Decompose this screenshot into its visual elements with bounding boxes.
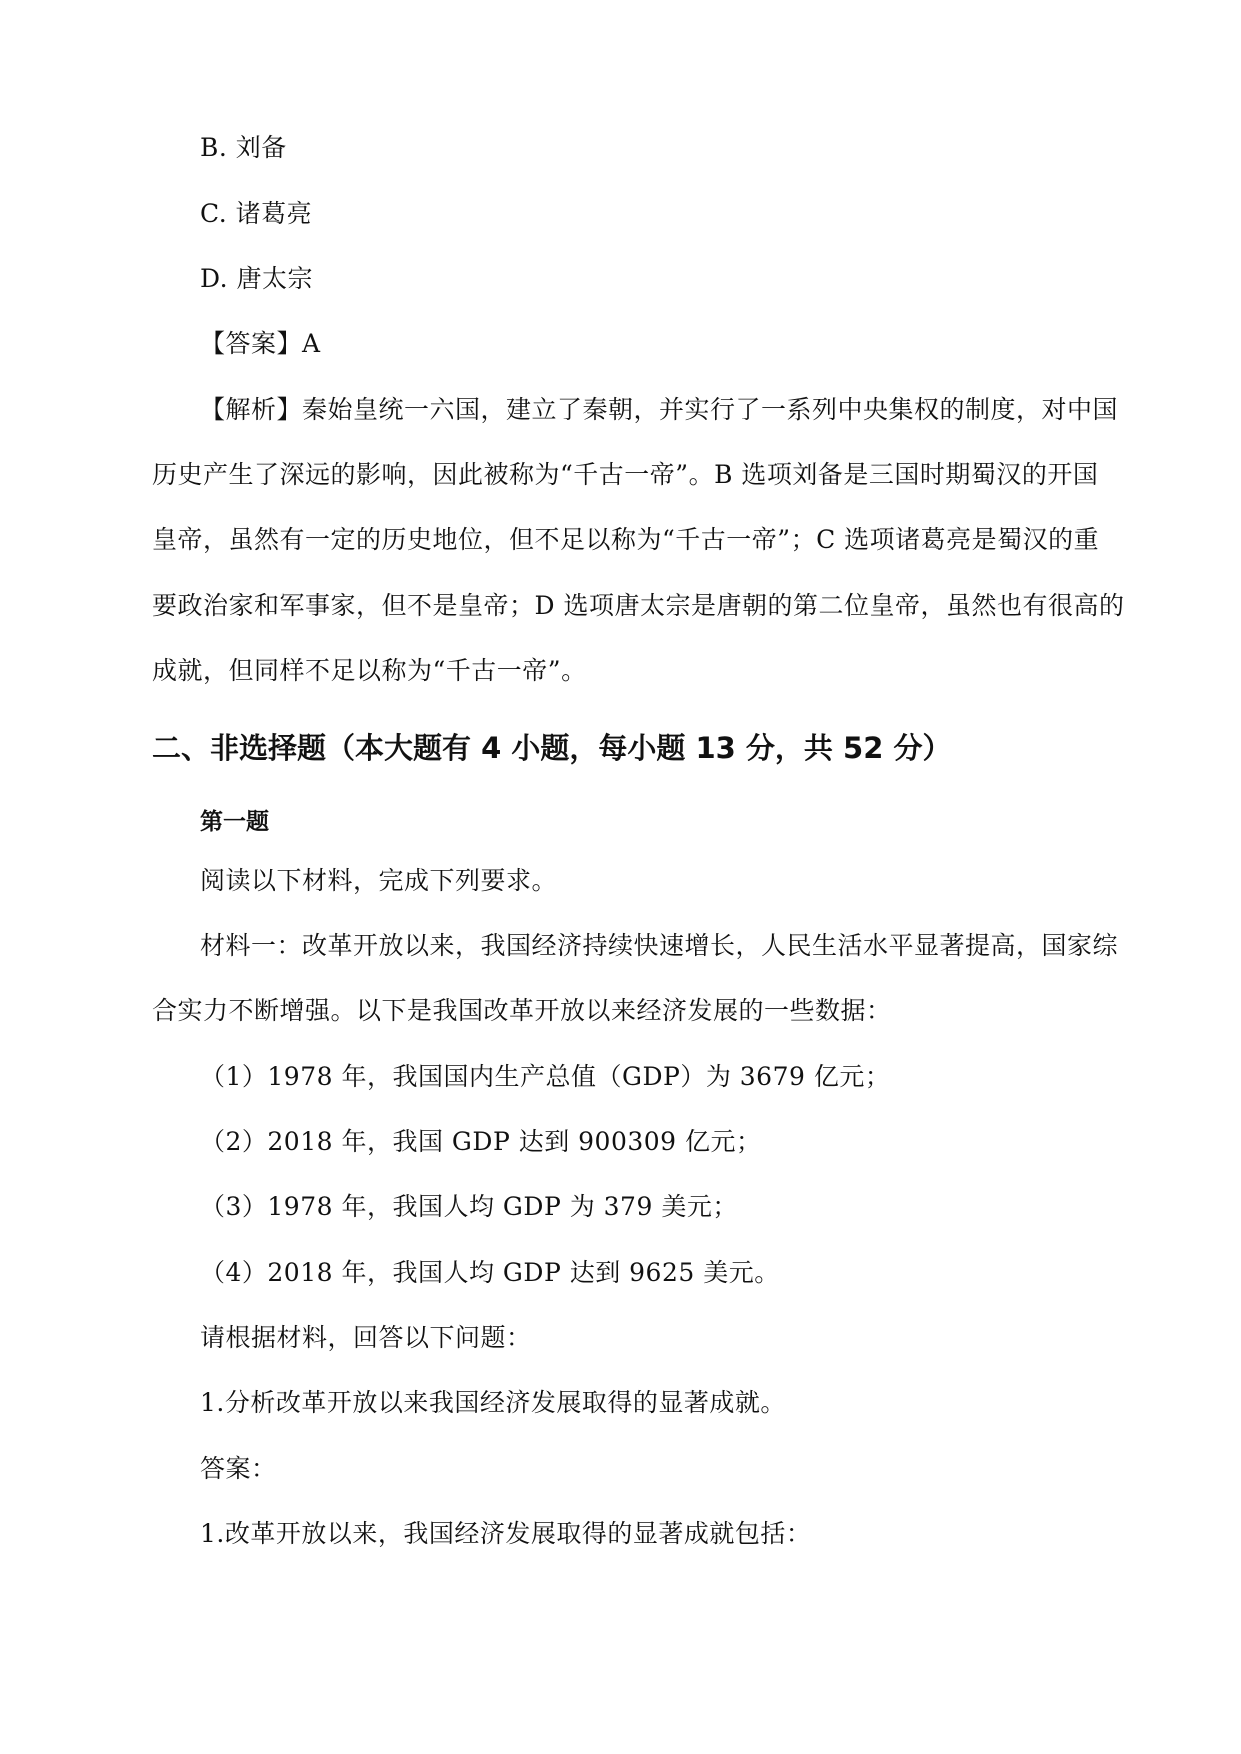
- analysis-line-2: 历史产生了深远的影响，因此被称为“千古一帝”。B 选项刘备是三国时期蜀汉的开国: [152, 460, 1099, 489]
- analysis-line-1: 【解析】秦始皇统一六国，建立了秦朝，并实行了一系列中央集权的制度，对中国: [200, 395, 1119, 424]
- analysis-line-3: 皇帝，虽然有一定的历史地位，但不足以称为“千古一帝”；C 选项诸葛亮是蜀汉的重: [152, 525, 1100, 554]
- data-item-2: （2）2018 年，我国 GDP 达到 900309 亿元；: [200, 1127, 762, 1156]
- option-d: D. 唐太宗: [200, 264, 314, 293]
- question-title: 第一题: [200, 809, 269, 835]
- answer-label: 答案：: [200, 1454, 277, 1483]
- material-line-2: 合实力不断增强。以下是我国改革开放以来经济发展的一些数据：: [152, 996, 892, 1025]
- question-instruction: 阅读以下材料，完成下列要求。: [200, 866, 558, 895]
- data-item-1: （1）1978 年，我国国内生产总值（GDP）为 3679 亿元；: [200, 1062, 891, 1091]
- data-item-4: （4）2018 年，我国人均 GDP 达到 9625 美元。: [200, 1258, 780, 1287]
- sub-question-1: 1.分析改革开放以来我国经济发展取得的显著成就。: [200, 1388, 786, 1417]
- question-prompt: 请根据材料，回答以下问题：: [200, 1323, 532, 1352]
- option-b: B. 刘备: [200, 133, 287, 162]
- analysis-line-4: 要政治家和军事家，但不是皇帝；D 选项唐太宗是唐朝的第二位皇帝，虽然也有很高的: [152, 591, 1125, 620]
- data-item-3: （3）1978 年，我国人均 GDP 为 379 美元；: [200, 1192, 738, 1221]
- section-heading: 二、非选择题（本大题有 4 小题，每小题 13 分，共 52 分）: [152, 731, 952, 765]
- answer-start: 1.改革开放以来，我国经济发展取得的显著成就包括：: [200, 1519, 812, 1548]
- analysis-line-5: 成就，但同样不足以称为“千古一帝”。: [152, 656, 587, 685]
- option-c: C. 诸葛亮: [200, 199, 313, 228]
- answer-line: 【答案】A: [200, 329, 321, 358]
- material-line-1: 材料一：改革开放以来，我国经济持续快速增长，人民生活水平显著提高，国家综: [200, 931, 1119, 960]
